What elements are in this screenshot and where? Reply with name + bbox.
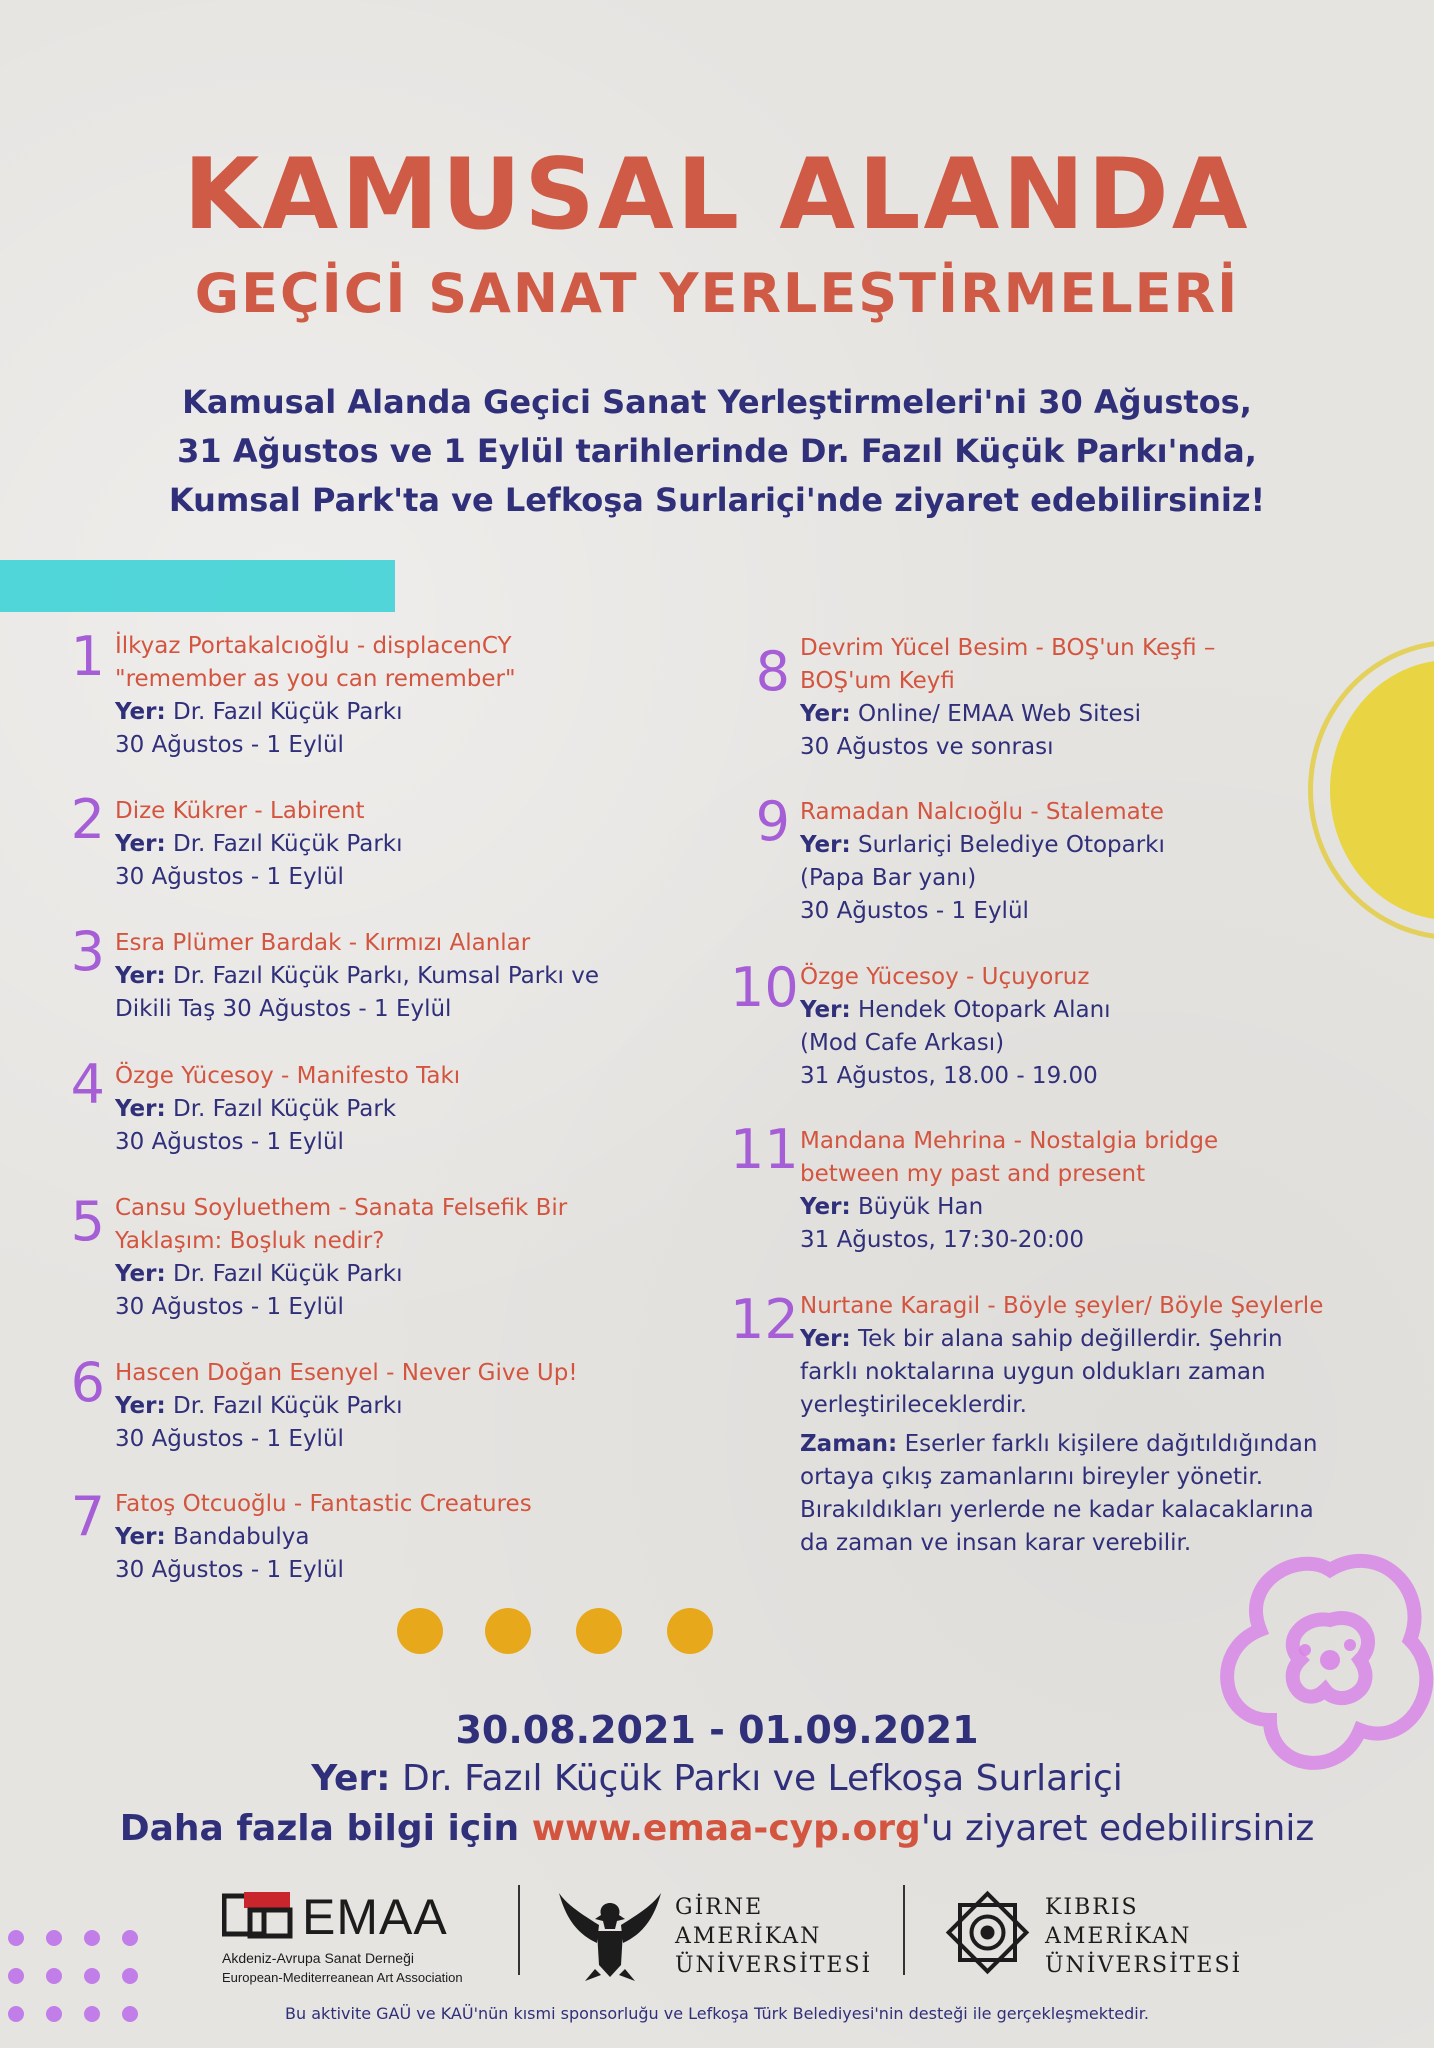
item-place: Yer: Dr. Fazıl Küçük Park [115,1096,397,1122]
kau-name: KIBRIS AMERİKAN ÜNİVERSİTESİ [1045,1895,1243,1978]
item-date: 31 Ağustos, 18.00 - 19.00 [800,1063,1098,1089]
item-place: Yer: Dr. Fazıl Küçük Parkı, Kumsal Parkı ve [115,963,600,989]
intro-line-1: Kamusal Alanda Geçici Sanat Yerleştirmeleri'ni 30 Ağustos, [182,383,1252,421]
item-title: Özge Yücesoy - Manifesto Takı [115,1063,461,1089]
item-number: 9 [755,790,790,853]
item-title: Esra Plümer Bardak - Kırmızı Alanlar [115,930,531,956]
intro-line-2: 31 Ağustos ve 1 Eylül tarihlerinde Dr. Fazıl Küçük Parkı'nda, [177,432,1257,470]
orange-dot [485,1608,531,1654]
cyan-brush-band [0,560,395,612]
item-extra: (Mod Cafe Arkası) [800,1030,1005,1056]
item-extra: yerleştirileceklerdir. [800,1392,1027,1418]
item-date: 30 Ağustos - 1 Eylül [115,732,344,758]
emaa-subtitle-tr: Akdeniz-Avrupa Sanat Derneği [222,1950,414,1966]
item-number: 5 [70,1190,105,1253]
item-number: 10 [730,956,799,1019]
item-title: Dize Kükrer - Labirent [115,798,365,824]
logo-divider [518,1885,520,1975]
item-date: 31 Ağustos, 17:30-20:00 [800,1227,1085,1253]
more-info: Daha fazla bilgi için www.emaa-cyp.org'u ziyaret edebilirsiniz [119,1808,1315,1849]
item-time-extra: ortaya çıkış zamanlarını bireyler yönetir. [800,1464,1264,1490]
item-time-extra: da zaman ve insan karar verebilir. [800,1530,1192,1556]
orange-dot [667,1608,713,1654]
item-date: 30 Ağustos - 1 Eylül [115,1426,344,1452]
item-number: 1 [70,625,105,688]
item-number: 12 [730,1288,799,1351]
item-date: 30 Ağustos - 1 Eylül [115,864,344,890]
emaa-logo [222,1888,482,1988]
item-title: Ramadan Nalcıoğlu - Stalemate [800,799,1164,825]
item-place: Yer: Surlariçi Belediye Otoparkı [800,832,1165,858]
item-title: Hascen Doğan Esenyel - Never Give Up! [115,1360,578,1386]
title-line-1: KAMUSAL ALANDA [183,138,1251,252]
item-place: Yer: Büyük Han [800,1194,984,1220]
event-dates: 30.08.2021 - 01.09.2021 [455,1708,979,1752]
item-date: Dikili Taş 30 Ağustos - 1 Eylül [115,996,452,1022]
orange-dot [397,1608,443,1654]
item-extra: (Papa Bar yanı) [800,865,977,891]
gau-name: GİRNE AMERİKAN ÜNİVERSİTESİ [675,1895,873,1978]
item-place: Yer: Bandabulya [115,1524,310,1550]
emaa-subtitle-en: European-Mediterreanean Art Association [222,1970,463,1985]
kau-star-emblem-icon [940,1885,1035,1980]
item-title: Devrim Yücel Besim - BOŞ'un Keşfi – [800,635,1216,661]
item-time: Zaman: Eserler farklı kişilere dağıtıldığından [800,1431,1318,1457]
item-title: Yaklaşım: Boşluk nedir? [115,1228,385,1254]
item-title: Fatoş Otcuoğlu - Fantastic Creatures [115,1491,532,1517]
item-title: between my past and present [800,1161,1146,1187]
item-date: 30 Ağustos ve sonrası [800,734,1054,760]
item-place: Yer: Dr. Fazıl Küçük Parkı [115,1261,403,1287]
item-number: 2 [70,788,105,851]
orange-dot [576,1608,622,1654]
gau-eagle-icon [555,1885,665,1985]
logo-divider [903,1885,905,1975]
intro-line-3: Kumsal Park'ta ve Lefkoşa Surlariçi'nde ziyaret edebilirsiniz! [168,481,1266,519]
item-place: Yer: Dr. Fazıl Küçük Parkı [115,1393,403,1419]
item-title: BOŞ'um Keyfi [800,668,955,694]
item-number: 6 [70,1351,105,1414]
event-venue: Yer: Dr. Fazıl Küçük Parkı ve Lefkoşa Surlariçi [311,1758,1123,1799]
item-number: 7 [70,1485,105,1548]
item-time-extra: Bırakıldıkları yerlerde ne kadar kalacaklarına [800,1497,1314,1523]
item-place: Yer: Hendek Otopark Alanı [800,997,1111,1023]
item-title: Özge Yücesoy - Uçuyoruz [800,964,1090,990]
website-link[interactable]: www.emaa-cyp.org [531,1808,921,1849]
item-number: 3 [70,920,105,983]
item-title: Cansu Soyluethem - Sanata Felsefik Bir [115,1195,568,1221]
item-place: Yer: Dr. Fazıl Küçük Parkı [115,831,403,857]
intro-text [0,378,1434,525]
item-title: Nurtane Karagil - Böyle şeyler/ Böyle Şeylerle [800,1293,1324,1319]
item-title: Mandana Mehrina - Nostalgia bridge [800,1128,1219,1154]
emaa-name: EMAA [302,1889,448,1945]
item-place: Yer: Dr. Fazıl Küçük Parkı [115,699,403,725]
item-date: 30 Ağustos - 1 Eylül [115,1557,344,1583]
item-title: İlkyaz Portakalcıoğlu - displacenCY [115,633,512,659]
item-number: 8 [755,640,790,703]
sponsor-note: Bu aktivite GAÜ ve KAÜ'nün kısmi sponsorluğu ve Lefkoşa Türk Belediyesi'nin desteği ile gerçekleşmektedir. [285,2004,1149,2023]
item-title: "remember as you can remember" [115,666,516,692]
item-number: 4 [70,1053,105,1116]
emaa-mark-icon [222,1890,294,1940]
item-place: Yer: Online/ EMAA Web Sitesi [800,701,1142,727]
title-line-2: GEÇİCİ SANAT YERLEŞTİRMELERİ [194,262,1240,325]
item-number: 11 [730,1118,799,1181]
item-date: 30 Ağustos - 1 Eylül [115,1129,344,1155]
item-date: 30 Ağustos - 1 Eylül [115,1294,344,1320]
item-extra: farklı noktalarına uygun oldukları zaman [800,1359,1266,1385]
item-date: 30 Ağustos - 1 Eylül [800,898,1029,924]
item-place: Yer: Tek bir alana sahip değillerdir. Şehrin [800,1326,1283,1352]
